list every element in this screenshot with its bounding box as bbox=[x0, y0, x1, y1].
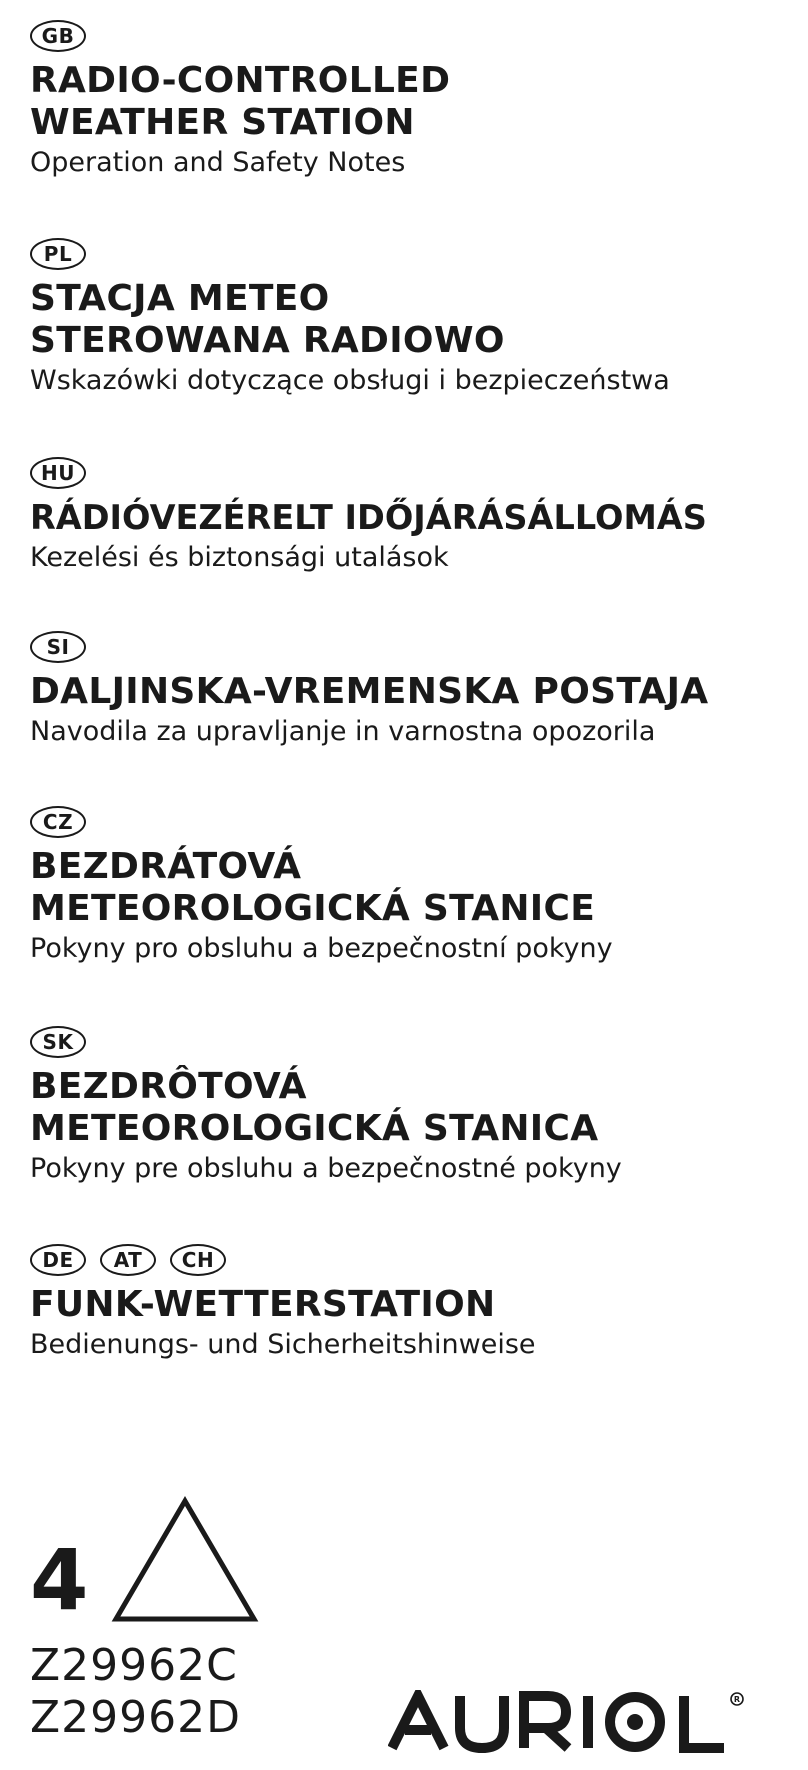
svg-text:R: R bbox=[733, 1695, 741, 1704]
section-sk bbox=[30, 1024, 800, 1186]
title-line: RÁDIÓVEZÉRELT IDŐJÁRÁSÁLLOMÁS bbox=[30, 498, 707, 537]
section-title bbox=[30, 497, 800, 539]
section-subtitle: Operation and Safety Notes bbox=[30, 147, 406, 178]
title-line: DALJINSKA-VREMENSKA POSTAJA bbox=[30, 671, 709, 712]
title-line: RADIO-CONTROLLED bbox=[30, 60, 451, 101]
title-line: WEATHER STATION bbox=[30, 102, 415, 143]
language-badge-pl: PL bbox=[30, 238, 86, 270]
section-subtitle: Pokyny pre obsluhu a bezpečnostné pokyny bbox=[30, 1153, 622, 1184]
section-subtitle: Navodila za upravljanje in varnostna opozorila bbox=[30, 716, 656, 747]
language-badge-cz: CZ bbox=[30, 806, 86, 838]
language-badges bbox=[30, 1242, 800, 1278]
section-subtitle: Wskazówki dotyczące obsługi i bezpieczeństwa bbox=[30, 365, 670, 396]
language-badge-sk: SK bbox=[30, 1026, 86, 1058]
warning-block bbox=[30, 1495, 270, 1630]
title-line: FUNK-WETTERSTATION bbox=[30, 1284, 496, 1325]
language-badges bbox=[30, 629, 800, 665]
section-title bbox=[30, 671, 800, 713]
section-title bbox=[30, 846, 800, 930]
auriol-logo bbox=[388, 1690, 778, 1754]
section-hu bbox=[30, 455, 800, 575]
language-badge-gb: GB bbox=[30, 20, 86, 52]
language-badge-si: SI bbox=[30, 631, 86, 663]
section-title bbox=[30, 60, 800, 144]
warning-number: 4 bbox=[30, 1531, 89, 1629]
warning-triangle-icon bbox=[110, 1495, 260, 1625]
section-cz bbox=[30, 804, 800, 966]
language-badges bbox=[30, 1024, 800, 1060]
section-title bbox=[30, 278, 800, 362]
language-badge-hu: HU bbox=[30, 457, 86, 489]
title-line: METEOROLOGICKÁ STANICE bbox=[30, 888, 596, 929]
section-subtitle: Bedienungs- und Sicherheitshinweise bbox=[30, 1329, 536, 1360]
model-code: Z29962C bbox=[30, 1640, 238, 1691]
language-badge-at: AT bbox=[100, 1244, 156, 1276]
language-badges bbox=[30, 18, 800, 54]
section-si bbox=[30, 629, 800, 749]
title-line: STACJA METEO bbox=[30, 278, 330, 319]
language-badge-de: DE bbox=[30, 1244, 86, 1276]
section-title bbox=[30, 1066, 800, 1150]
language-badges bbox=[30, 236, 800, 272]
model-codes bbox=[30, 1640, 241, 1744]
section-subtitle: Pokyny pro obsluhu a bezpečnostní pokyny bbox=[30, 933, 613, 964]
language-badge-ch: CH bbox=[170, 1244, 226, 1276]
title-line: METEOROLOGICKÁ STANICA bbox=[30, 1108, 599, 1149]
section-gb bbox=[30, 18, 800, 180]
section-subtitle: Kezelési és biztonsági utalások bbox=[30, 542, 449, 573]
title-line: STEROWANA RADIOWO bbox=[30, 320, 505, 361]
title-line: BEZDRÔTOVÁ bbox=[30, 1066, 307, 1107]
section-title bbox=[30, 1284, 800, 1326]
model-code: Z29962D bbox=[30, 1692, 241, 1743]
language-badges bbox=[30, 455, 800, 491]
section-pl bbox=[30, 236, 800, 398]
title-line: BEZDRÁTOVÁ bbox=[30, 846, 302, 887]
section-de-at-ch bbox=[30, 1242, 800, 1362]
language-badges bbox=[30, 804, 800, 840]
